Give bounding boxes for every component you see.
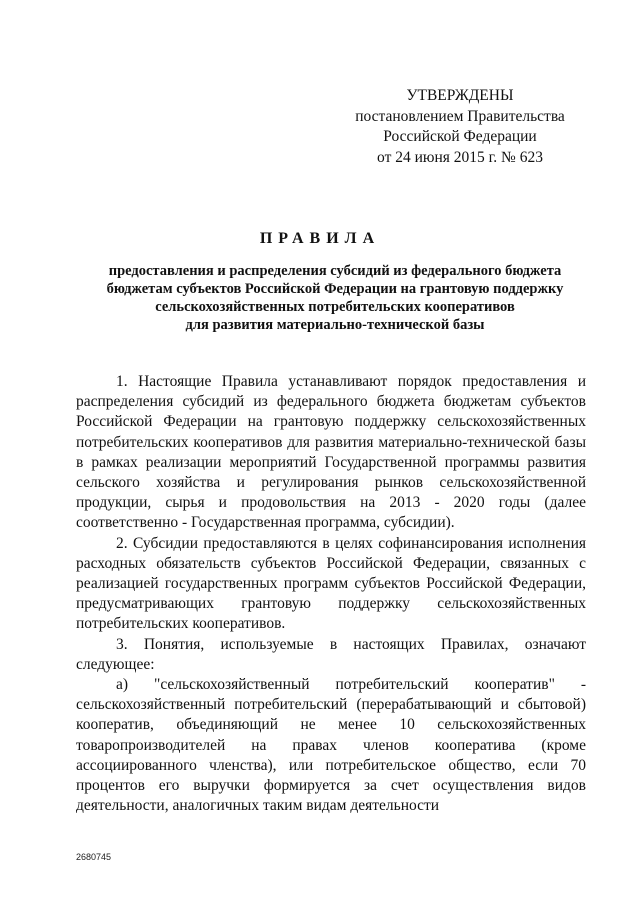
document-title: ПРАВИЛА [259, 230, 381, 247]
subtitle-line: сельскохозяйственных потребительских кооперативов [155, 299, 515, 315]
subtitle-line: предоставления и распределения субсидий из федерального бюджета [108, 263, 562, 279]
approval-date-number: от 24 июня 2015 г. № 623 [377, 148, 543, 166]
subtitle-line: бюджетам субъектов Российской Федерации на грантовую поддержку [106, 281, 564, 297]
approval-government: Российской Федерации [383, 128, 537, 145]
document-body [76, 372, 586, 816]
approval-stamp [330, 86, 590, 168]
approval-heading: УТВЕРЖДЕНЫ [406, 87, 514, 104]
paragraph-2: 2. Субсидии предоставляются в целях софинансирования исполнения расходных обязательств субъектов Российской Федерации, связанных с реализацией государственных программ субъектов Российской Федерации, предусматривающих грантовую поддержку сельскохозяйственных потребительских кооперативов. [76, 534, 586, 633]
document-number: 2680745 [76, 852, 112, 862]
approval-resolution: постановлением Правительства [355, 107, 565, 125]
paragraph-3: 3. Понятия, используемые в настоящих Правилах, означают следующее: [76, 635, 586, 673]
paragraph-1: 1. Настоящие Правила устанавливают порядок предоставления и распределения субсидий из федерального бюджета бюджетам субъектов Российской Федерации на грантовую поддержку сельскохозяйственных потребительских кооперативов для развития материально-технической базы в рамках реализации мероприятий Государственной программы развития сельского хозяйства и регулирования рынков сельскохозяйственной продукции, сырья и продовольствия на 2013 - 2020 годы (далее соответственно - Государственная программа, субсидии). [76, 373, 586, 532]
paragraph-3a: а) "сельскохозяйственный потребительский кооператив" - сельскохозяйственный потребительский (перерабатывающий и сбытовой) кооператив, объединяющий не менее 10 сельскохозяйственных товаропроизводителей на правах членов кооператива (кроме ассоциированного членства), или потребительское общество, если 70 процентов его выручки формируется за счет осуществления видов деятельности, аналогичных таким видам деятельности [76, 676, 586, 815]
subtitle-line: для развития материально-технической базы [185, 317, 485, 333]
document-subtitle [40, 262, 630, 334]
